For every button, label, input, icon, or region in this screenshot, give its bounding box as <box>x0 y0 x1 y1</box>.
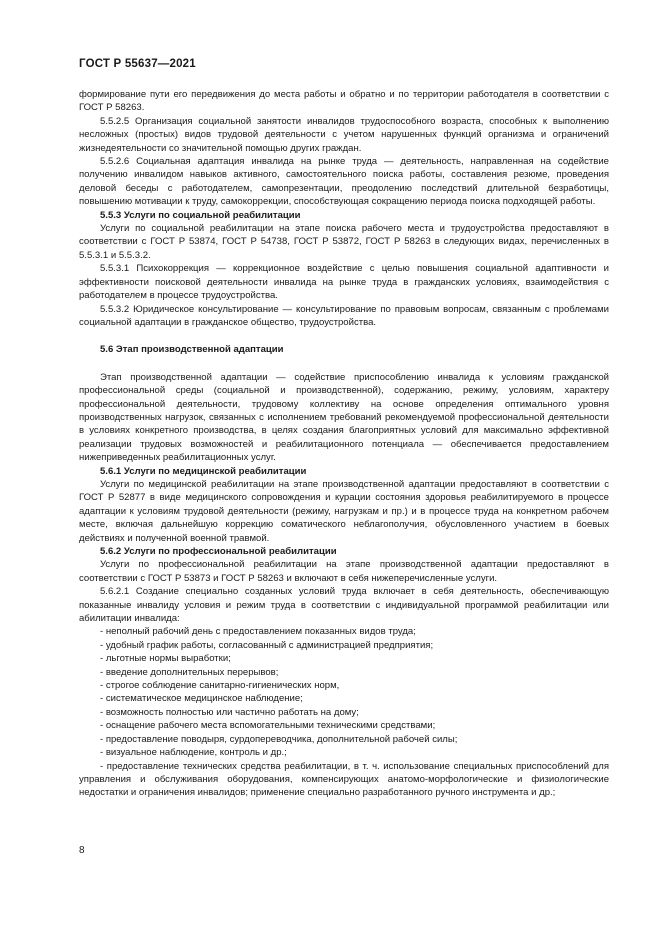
paragraph: 5.5.3.2 Юридическое консультирование — консультирование по правовым вопросам, связанным с проблемами социальной адаптации в гражданское общество, трудоустройства. <box>79 303 609 328</box>
list-item: - неполный рабочий день с предоставлением показанных видов труда; <box>100 626 416 638</box>
list-item: - возможность полностью или частично работать на дому; <box>100 706 359 718</box>
paragraph: 5.6.2.1 Создание специально созданных условий труда включает в себя деятельность, обеспечивающую показанные инвалиду условия и режим труда в соответствии с индивидуальной программой реабилитации или абилитации инвалида: <box>79 586 609 625</box>
document-header: ГОСТ Р 55637—2021 <box>79 58 196 70</box>
paragraph: 5.5.3.1 Психокоррекция — коррекционное воздействие с целью повышения социальной адаптивности и эффективности поисковой деятельности инвалида на рынке труда в гражданских условиях, взаимодействия с работодателем в процессе трудоустройства. <box>79 263 609 302</box>
document-body <box>79 88 609 800</box>
list-item: - оснащение рабочего места вспомогательными техническими средствами; <box>100 720 436 732</box>
paragraph: формирование пути его передвижения до места работы и обратно и по территории работодателя в соответствии с ГОСТ Р 58263. <box>79 89 609 114</box>
subsection-heading: 5.6.1 Услуги по медицинской реабилитации <box>100 465 307 477</box>
paragraph: 5.5.2.5 Организация социальной занятости инвалидов трудоспособного возраста, способных к выполнению несложных (простых) видов трудовой деятельности с учетом нарушенных функций организма и ограничений жизнедеятельности со значительной помощью других граждан. <box>79 115 609 154</box>
paragraph: Услуги по социальной реабилитации на этапе поиска рабочего места и трудоустройства предоставляют в соответствии с ГОСТ Р 53874, ГОСТ Р 54738, ГОСТ Р 53872, ГОСТ Р 58263 в следующих видах, перечисленных в 5.5.3.1 и 5.5.3.2. <box>79 223 609 261</box>
paragraph: Этап производственной адаптации — содействие приспособлению инвалида к условиям гражданской профессиональной среды (социальной и производственной), содержанию, режиму, условиям, характеру профессиональной деятельности, трудовому коллективу на основе определения оптимального уровня производственных нагрузок, связанных с исполнением требований рекомендуемой профессиональной деятельности в условиях конкретного производства, в целях создания благоприятных условий для максимально эффективной реализации трудовых возможностей и реабилитационного потенциала — обеспечивается предоставлением нижеприведенных реабилитационных услуг. <box>79 371 609 464</box>
list-item: - предоставление технических средства реабилитации, в т. ч. использование специальных приспособлений для управления и обслуживания оборудования, компенсирующих анатомо-морфологические и физиологические недостатки и ограничения инвалидов; применение специально разработанного ручного инструмента и др.; <box>79 760 609 799</box>
subsection-heading: 5.6.2 Услуги по профессиональной реабилитации <box>100 546 337 557</box>
list-item: - строгое соблюдение санитарно-гигиенических норм, <box>100 680 340 692</box>
list-item: - визуальное наблюдение, контроль и др.; <box>100 747 287 759</box>
list-item: - предоставление поводыря, сурдопереводчика, дополнительной рабочей силы; <box>100 733 458 745</box>
paragraph: Услуги по профессиональной реабилитации на этапе производственной адаптации предоставляют в соответствии с ГОСТ Р 53873 и ГОСТ Р 58263 и включают в себя нижеперечисленные услуги. <box>79 559 609 584</box>
paragraph: Услуги по медицинской реабилитации на этапе производственной адаптации предоставляют в соответствии с ГОСТ Р 52877 в виде медицинского сопровождения и курации состояния здоровья реабилитируемого в процессе адаптации к условиям трудовой деятельности (режиму, нагрузкам и пр.) и в процессе труда на конкретном рабочем месте, включая дальнейшую коррекцию соматического неблагополучия, обусловленного участием в боевых действиях и полученной военной травмой. <box>79 478 609 544</box>
section-heading: 5.6 Этап производственной адаптации <box>100 344 284 356</box>
paragraph: 5.5.2.6 Социальная адаптация инвалида на рынке труда — деятельность, направленная на содействие получению инвалидом навыков активного, самостоятельного поиска работы, составления резюме, проведения деловой беседы с работодателем, самопрезентации, преодолению последствий длительной безработицы, повышению мотивации к труду, самокоррекции, способствующая сокращению периода поиска подходящей работы. <box>79 156 609 208</box>
page-number: 8 <box>79 845 85 856</box>
list-item: - систематическое медицинское наблюдение; <box>100 693 303 705</box>
list-item: - введение дополнительных перерывов; <box>100 666 279 678</box>
list-item: - льготные нормы выработки; <box>100 653 231 665</box>
list-item: - удобный график работы, согласованный с администрацией предприятия; <box>100 639 434 651</box>
subsection-heading: 5.5.3 Услуги по социальной реабилитации <box>100 209 301 221</box>
